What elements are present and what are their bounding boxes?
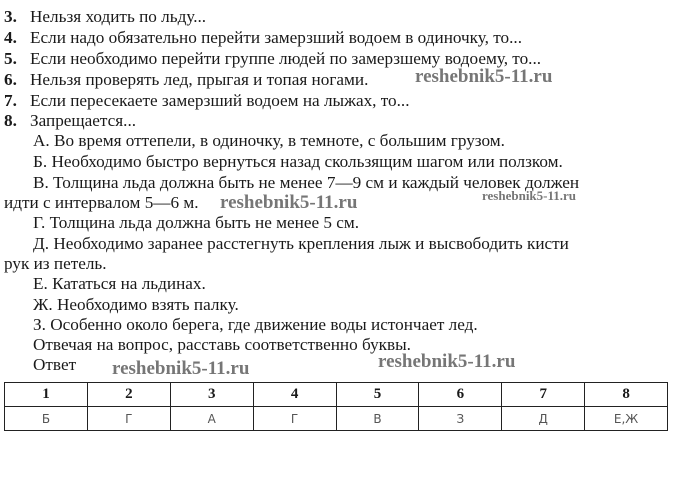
option-text: Ж. Необходимо взять палку. xyxy=(33,295,239,314)
answer-table-values-row xyxy=(5,407,668,431)
answer-value-cell: Б xyxy=(5,407,88,431)
watermark: reshebnik5-11.ru xyxy=(220,192,358,213)
watermark: reshebnik5-11.ru xyxy=(415,66,553,87)
answer-value-cell: В xyxy=(336,407,419,431)
answer-header-cell: 5 xyxy=(336,383,419,407)
item-text: Запрещается... xyxy=(30,111,137,130)
answer-header-cell: 3 xyxy=(170,383,253,407)
item-number: 6. xyxy=(4,70,17,89)
answer-value-cell: Д xyxy=(502,407,585,431)
answer-value-cell: Г xyxy=(87,407,170,431)
item-text: Если надо обязательно перейти замерзший водоем в одиночку, то... xyxy=(30,28,523,47)
option-text: Б. Необходимо быстро вернуться назад скользящим шагом или ползком. xyxy=(33,152,563,171)
item-text: Нельзя проверять лед, прыгая и топая ногами. xyxy=(30,70,369,89)
option-text: А. Во время оттепели, в одиночку, в темноте, с большим грузом. xyxy=(33,131,505,150)
answer-value-cell: Г xyxy=(253,407,336,431)
item-number: 8. xyxy=(4,111,17,130)
answer-value-cell: Е,Ж xyxy=(585,407,668,431)
option-text: Е. Кататься на льдинах. xyxy=(33,274,206,293)
item-number: 4. xyxy=(4,28,17,47)
answer-table xyxy=(4,382,668,431)
answer-header-cell: 1 xyxy=(5,383,88,407)
item-text: Если пересекаете замерзший водоем на лыжах, то... xyxy=(30,91,410,110)
answer-header-cell: 7 xyxy=(502,383,585,407)
item-number: 5. xyxy=(4,49,17,68)
option-text: Г. Толщина льда должна быть не менее 5 см. xyxy=(33,213,360,232)
answer-value-cell: З xyxy=(419,407,502,431)
answer-header-cell: 4 xyxy=(253,383,336,407)
answer-value-cell: А xyxy=(170,407,253,431)
answer-label-text: Ответ xyxy=(33,355,77,374)
item-number: 7. xyxy=(4,91,17,110)
option-text: З. Особенно около берега, где движение воды истончает лед. xyxy=(33,315,478,334)
watermark: reshebnik5-11.ru xyxy=(482,188,577,203)
answer-header-cell: 2 xyxy=(87,383,170,407)
option-text: Д. Необходимо заранее расстегнуть крепления лыж и высвободить кисти xyxy=(33,234,569,253)
item-text: Если необходимо перейти группе людей по замерзшему водоему, то... xyxy=(30,49,542,68)
answer-header-cell: 6 xyxy=(419,383,502,407)
option-text: В. Толщина льда должна быть не менее 7—9 см и каждый человек должен xyxy=(33,173,580,192)
item-text: Нельзя ходить по льду... xyxy=(30,7,207,26)
item-number: 3. xyxy=(4,7,17,26)
option-text: рук из петель. xyxy=(4,254,107,273)
option-text: идти с интервалом 5—6 м. xyxy=(4,193,199,212)
answer-table-header-row xyxy=(5,383,668,407)
answer-header-cell: 8 xyxy=(585,383,668,407)
watermark: reshebnik5-11.ru xyxy=(112,358,250,379)
instruction-text: Отвечая на вопрос, расставь соответственно буквы. xyxy=(33,335,411,354)
watermark: reshebnik5-11.ru xyxy=(378,351,516,372)
